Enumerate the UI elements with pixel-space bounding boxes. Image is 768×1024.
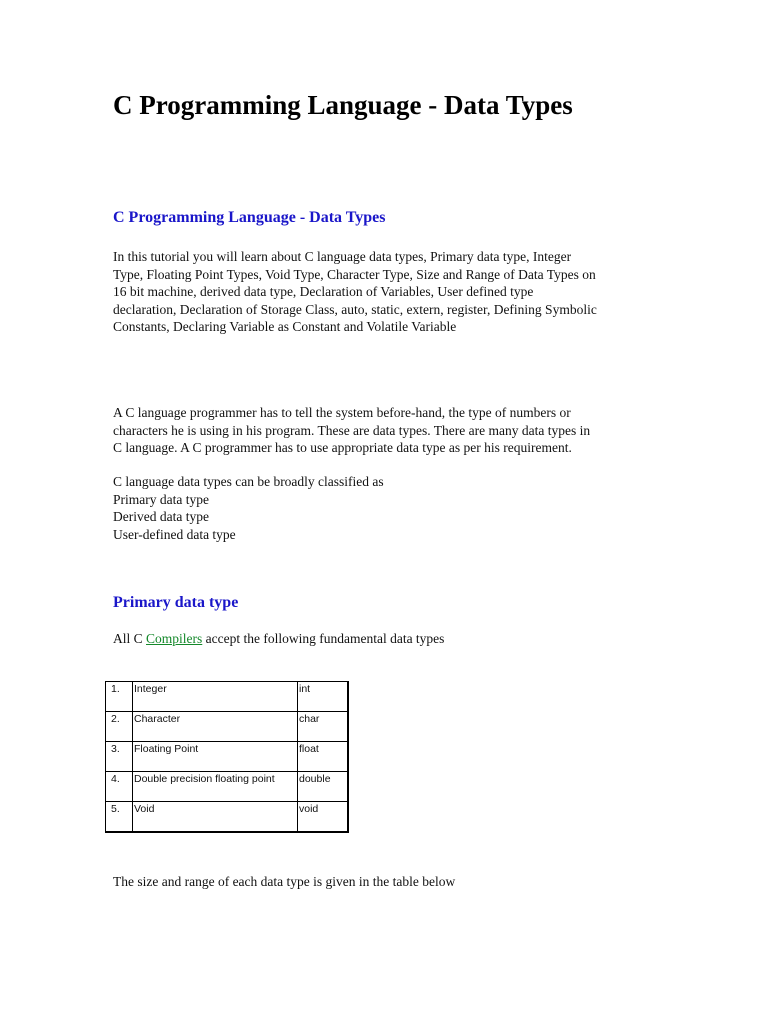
- type-keyword: int: [298, 682, 349, 712]
- compilers-text-before: All C: [113, 631, 147, 646]
- type-keyword: float: [298, 742, 349, 772]
- classification-item-primary: Primary data type: [113, 491, 209, 507]
- intro-line: Constants, Declaring Variable as Constant and Volatile Variable: [113, 319, 457, 334]
- type-name: Integer: [133, 682, 298, 712]
- size-range-paragraph: The size and range of each data type is given in the table below: [113, 874, 456, 889]
- programmer-line: C language. A C programmer has to use appropriate data type as per his requirement.: [113, 440, 572, 455]
- table-row: [106, 772, 349, 802]
- classification-item-derived: Derived data type: [113, 509, 209, 524]
- intro-paragraph: [113, 248, 658, 336]
- row-number: 1.: [106, 682, 133, 712]
- type-keyword: double: [298, 772, 349, 802]
- type-name: Floating Point: [133, 742, 298, 772]
- intro-line: In this tutorial you will learn about C language data types, Primary data type, Integer: [113, 249, 572, 264]
- compilers-paragraph: [113, 630, 658, 648]
- compilers-text-after: accept the following fundamental data types: [202, 631, 445, 646]
- section-heading-intro: C Programming Language - Data Types: [113, 209, 386, 226]
- type-name: Void: [133, 802, 298, 833]
- type-name: Double precision floating point: [133, 772, 298, 802]
- row-number: 4.: [106, 772, 133, 802]
- intro-line: Type, Floating Point Types, Void Type, Character Type, Size and Range of Data Types on: [113, 266, 596, 282]
- row-number: 3.: [106, 742, 133, 772]
- table-row: [106, 712, 349, 742]
- type-keyword: void: [298, 802, 349, 833]
- row-number: 2.: [106, 712, 133, 742]
- programmer-line: characters he is using in his program. These are data types. There are many data types in: [113, 422, 591, 438]
- table-row: [106, 802, 349, 833]
- compilers-link[interactable]: Compilers: [146, 631, 203, 646]
- programmer-paragraph: [113, 404, 658, 457]
- row-number: 5.: [106, 802, 133, 833]
- table-row: [106, 682, 349, 712]
- intro-line: declaration, Declaration of Storage Class, auto, static, extern, register, Defining Symbolic: [113, 301, 597, 317]
- page-title: C Programming Language - Data Types: [113, 90, 573, 120]
- classification-item-user-defined: User-defined data type: [113, 526, 236, 542]
- type-name: Character: [133, 712, 298, 742]
- type-keyword: char: [298, 712, 349, 742]
- programmer-line: A C language programmer has to tell the system before-hand, the type of numbers or: [113, 405, 571, 420]
- table-row: [106, 742, 349, 772]
- intro-line: 16 bit machine, derived data type, Declaration of Variables, User defined type: [113, 284, 534, 299]
- section-heading-primary-data-type: Primary data type: [113, 594, 239, 611]
- classification-paragraph: [113, 473, 658, 543]
- fundamental-types-table: [105, 681, 349, 833]
- classification-intro: C language data types can be broadly classified as: [113, 474, 384, 489]
